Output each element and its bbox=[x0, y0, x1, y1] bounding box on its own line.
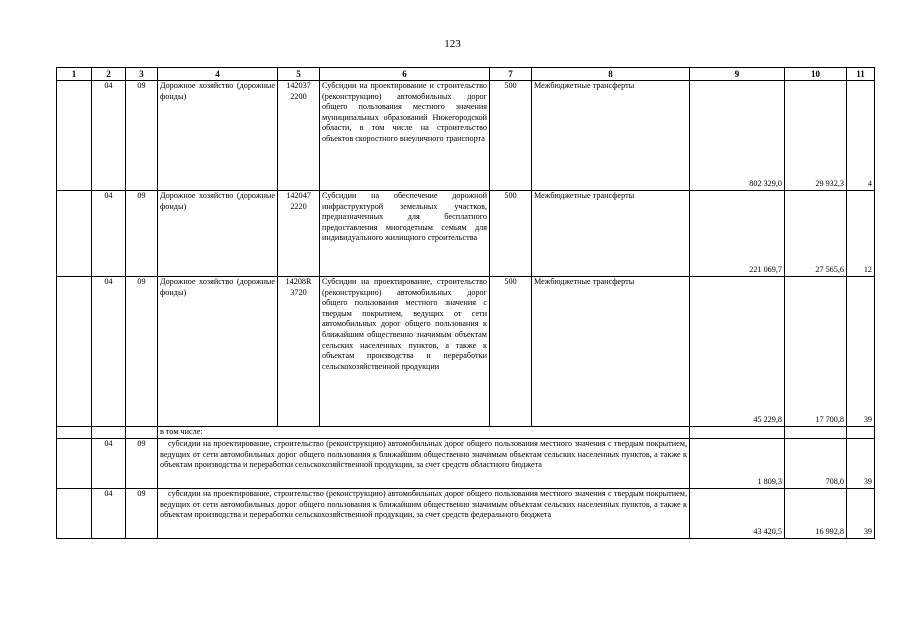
col-header-5: 5 bbox=[278, 68, 320, 81]
including-label: в том числе: bbox=[158, 427, 690, 439]
cell-col1 bbox=[57, 81, 92, 191]
cell-name: Дорожное хозяйство (дорожные фонды) bbox=[158, 191, 278, 277]
sub-description: субсидии на проектирование, строительство (реконструкцию) автомобильных дорог общего пользования местного значения с твердым покрытием, ведущих от сети автомобильных дорог общего пользования к ближайшим общественно значимым объектам сельских населенных пунктов, а также к объектам производства и переработки сельскохозяйственной продукции, за счет средств федерального бюджета bbox=[158, 489, 690, 539]
cell-percent: 39 bbox=[847, 277, 875, 427]
cell-col1 bbox=[57, 191, 92, 277]
cell-percent: 12 bbox=[847, 191, 875, 277]
cell-subsection: 09 bbox=[126, 191, 158, 277]
col-header-2: 2 bbox=[92, 68, 126, 81]
cell-subsection: 09 bbox=[126, 489, 158, 539]
table-row bbox=[57, 81, 875, 191]
cell-name: Дорожное хозяйство (дорожные фонды) bbox=[158, 81, 278, 191]
sub-row bbox=[57, 489, 875, 539]
cell-percent: 4 bbox=[847, 81, 875, 191]
cell-expense-type: 500 bbox=[490, 81, 532, 191]
cell-subsection: 09 bbox=[126, 81, 158, 191]
header-row bbox=[57, 68, 875, 81]
cell-expense-name: Межбюджетные трансферты bbox=[532, 81, 690, 191]
cell-amount-executed: 17 700,8 bbox=[785, 277, 847, 427]
cell-amount-executed bbox=[785, 427, 847, 439]
cell-expense-type: 500 bbox=[490, 277, 532, 427]
cell-col1 bbox=[57, 427, 92, 439]
cell-expense-name: Межбюджетные трансферты bbox=[532, 191, 690, 277]
col-header-3: 3 bbox=[126, 68, 158, 81]
budget-table bbox=[56, 67, 875, 539]
col-header-10: 10 bbox=[785, 68, 847, 81]
cell-expense-name: Межбюджетные трансферты bbox=[532, 277, 690, 427]
including-row bbox=[57, 427, 875, 439]
cell-description: Субсидии на проектирование и строительство (реконструкцию) автомобильных дорог общего пользования местного значения муниципальных образований Нижегородской области, в том числе на строительство объектов скоростного внеуличного транспорта bbox=[320, 81, 490, 191]
cell-description: Субсидии на обеспечение дорожной инфраструктурой земельных участков, предназначенных для бесплатного предоставления многодетным семьям для индивидуального жилищного строительства bbox=[320, 191, 490, 277]
table-row bbox=[57, 277, 875, 427]
cell-name: Дорожное хозяйство (дорожные фонды) bbox=[158, 277, 278, 427]
cell-section bbox=[92, 427, 126, 439]
cell-amount-total bbox=[690, 427, 785, 439]
cell-section: 04 bbox=[92, 81, 126, 191]
col-header-1: 1 bbox=[57, 68, 92, 81]
cell-target-code: 14208R 3720 bbox=[278, 277, 320, 427]
cell-target-code: 142037 2200 bbox=[278, 81, 320, 191]
cell-amount-total: 1 809,3 bbox=[690, 439, 785, 489]
cell-amount-total: 802 329,0 bbox=[690, 81, 785, 191]
cell-section: 04 bbox=[92, 489, 126, 539]
cell-section: 04 bbox=[92, 439, 126, 489]
cell-percent: 39 bbox=[847, 489, 875, 539]
col-header-9: 9 bbox=[690, 68, 785, 81]
cell-description: Субсидии на проектирование, строительство (реконструкцию) автомобильных дорог общего пользования местного значения с твердым покрытием, ведущих от сети автомобильных дорог общего пользования к ближайшим общественно значимым объектам сельских населенных пунктов, а также к объектам производства и переработки сельскохозяйственной продукции bbox=[320, 277, 490, 427]
col-header-6: 6 bbox=[320, 68, 490, 81]
table-row bbox=[57, 191, 875, 277]
cell-target-code: 142047 2220 bbox=[278, 191, 320, 277]
cell-subsection: 09 bbox=[126, 277, 158, 427]
col-header-7: 7 bbox=[490, 68, 532, 81]
cell-section: 04 bbox=[92, 191, 126, 277]
cell-percent bbox=[847, 427, 875, 439]
sub-row bbox=[57, 439, 875, 489]
cell-amount-executed: 29 932,3 bbox=[785, 81, 847, 191]
col-header-8: 8 bbox=[532, 68, 690, 81]
cell-amount-total: 221 069,7 bbox=[690, 191, 785, 277]
cell-amount-total: 43 420,5 bbox=[690, 489, 785, 539]
cell-col1 bbox=[57, 277, 92, 427]
cell-col1 bbox=[57, 439, 92, 489]
cell-amount-executed: 16 992,8 bbox=[785, 489, 847, 539]
cell-section: 04 bbox=[92, 277, 126, 427]
cell-subsection bbox=[126, 427, 158, 439]
col-header-11: 11 bbox=[847, 68, 875, 81]
cell-expense-type: 500 bbox=[490, 191, 532, 277]
col-header-4: 4 bbox=[158, 68, 278, 81]
cell-amount-executed: 708,0 bbox=[785, 439, 847, 489]
cell-col1 bbox=[57, 489, 92, 539]
cell-subsection: 09 bbox=[126, 439, 158, 489]
cell-amount-total: 45 229,8 bbox=[690, 277, 785, 427]
cell-amount-executed: 27 565,6 bbox=[785, 191, 847, 277]
page-number: 123 bbox=[444, 38, 461, 50]
sub-description: субсидии на проектирование, строительство (реконструкцию) автомобильных дорог общего пользования местного значения с твердым покрытием, ведущих от сети автомобильных дорог общего пользования к ближайшим общественно значимым объектам сельских населенных пунктов, а также к объектам производства и переработки сельскохозяйственной продукции, за счет средств областного бюджета bbox=[158, 439, 690, 489]
cell-percent: 39 bbox=[847, 439, 875, 489]
